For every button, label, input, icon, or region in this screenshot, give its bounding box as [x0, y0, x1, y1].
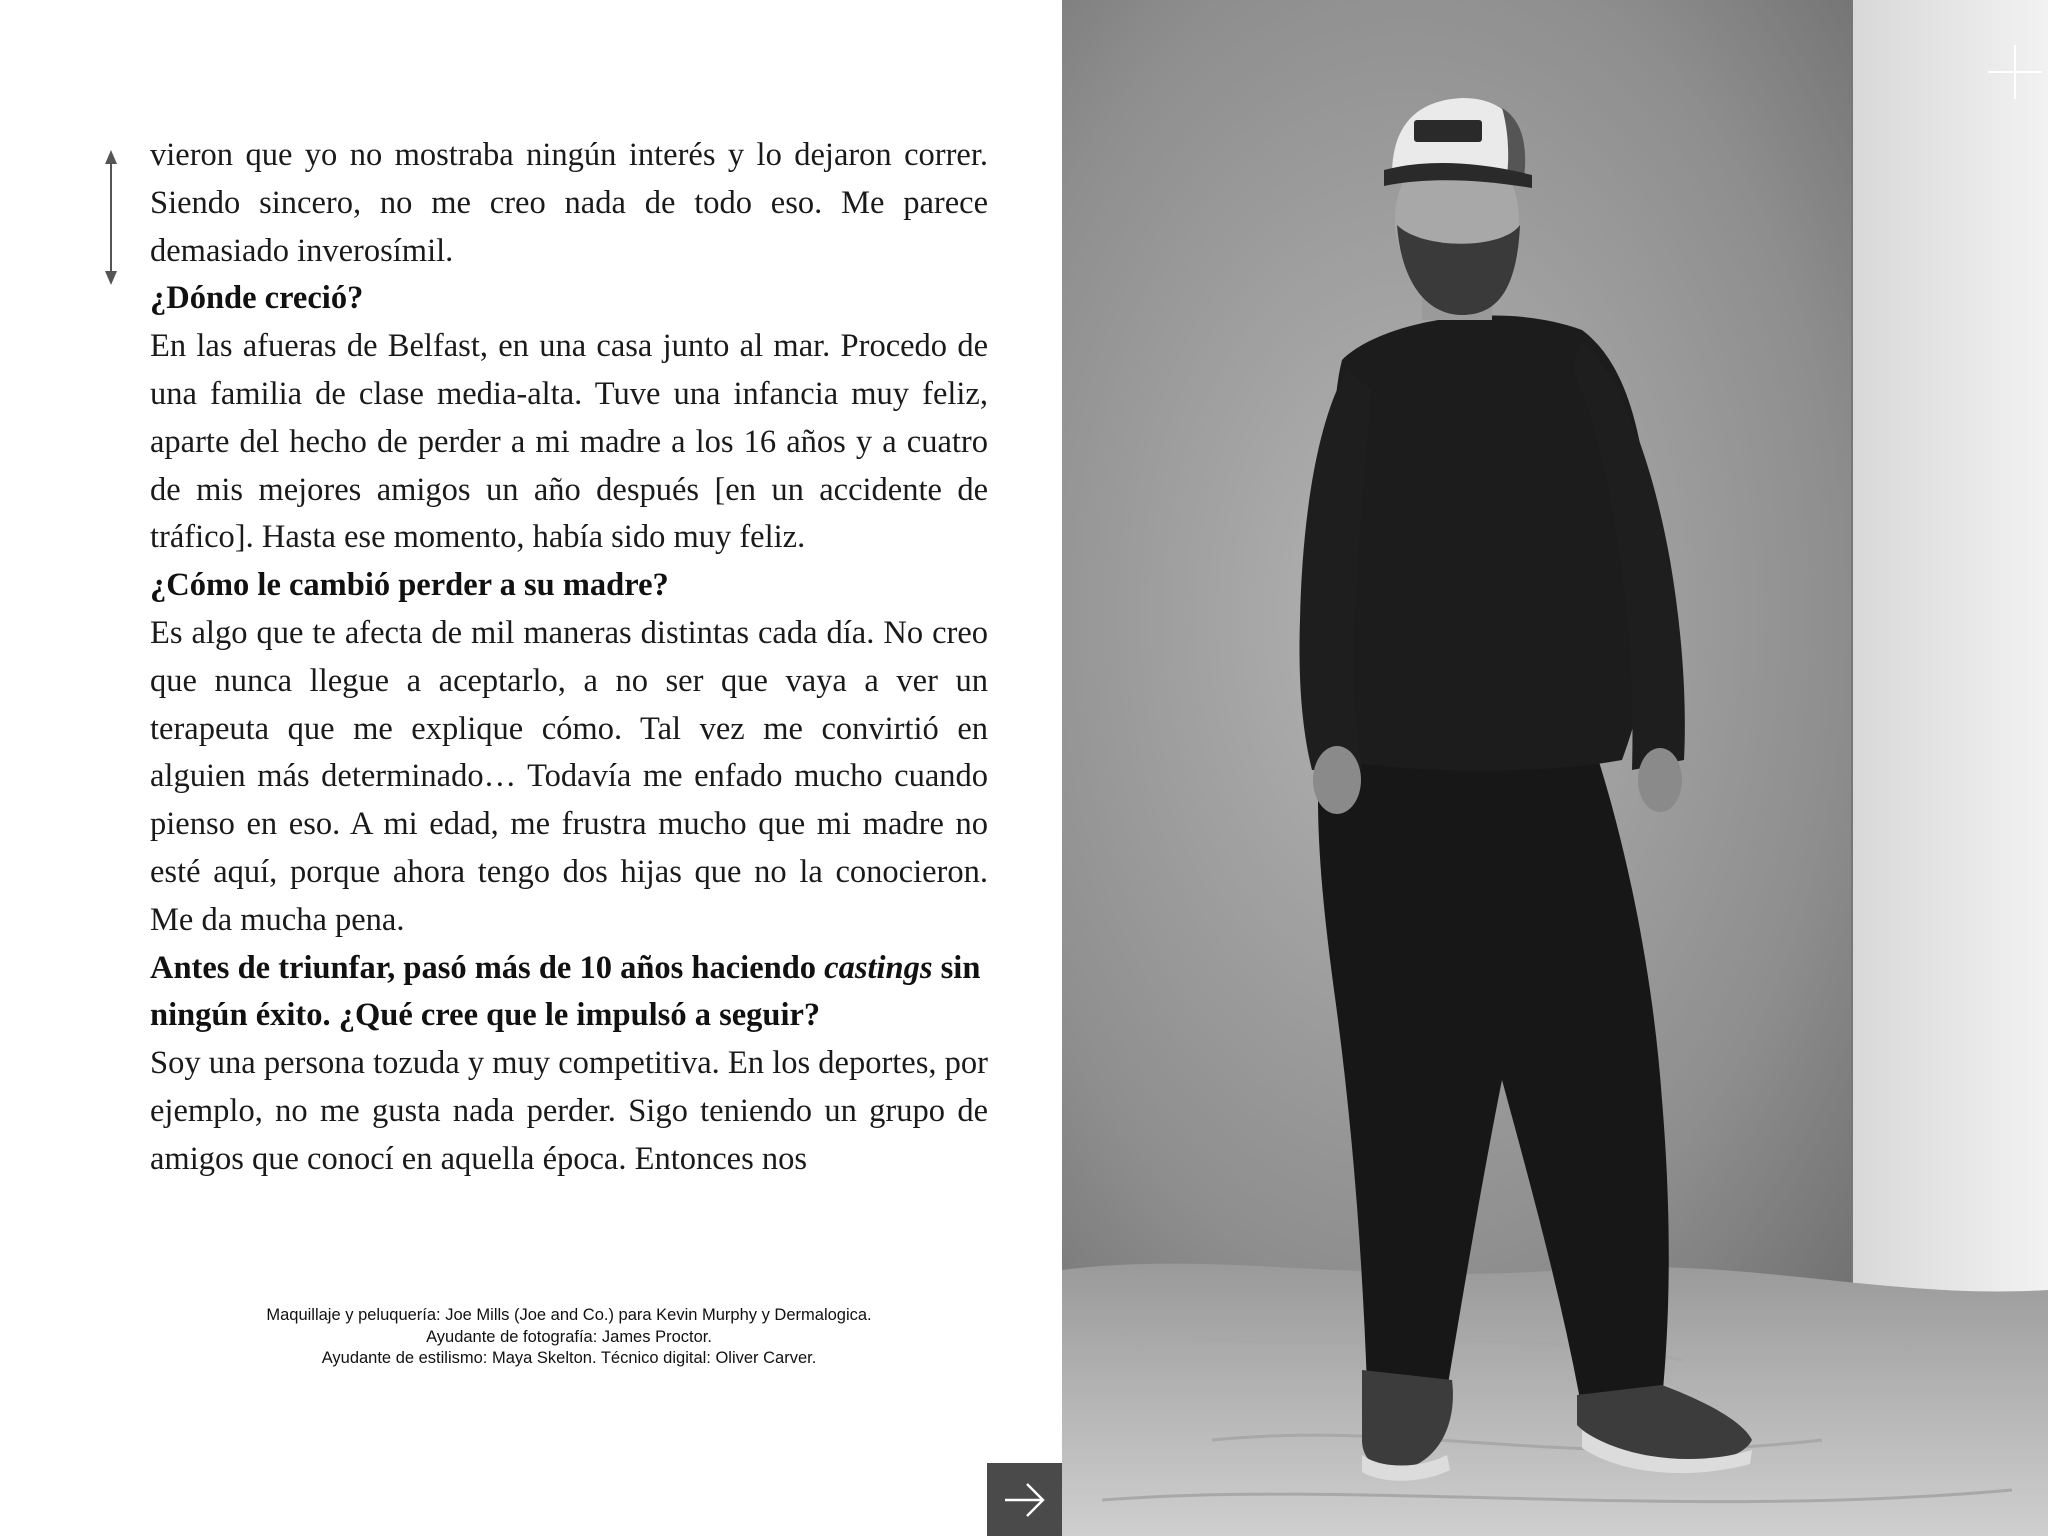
expand-button[interactable] — [1928, 0, 2048, 120]
question-text: Antes de triunfar, pasó más de 10 años haciendo — [150, 949, 825, 986]
question-heading — [150, 945, 988, 1041]
question-text: sin ningún éxito. ¿Qué cree que le impulsó a seguir? — [150, 949, 981, 1034]
paragraph: En las afueras de Belfast, en una casa junto al mar. Procedo de una familia de clase media-alta. Tuve una infancia muy feliz, aparte del hecho de perder a mi madre a los 16 años y a cuatro de mis mejores amigos un año después [en un accidente de tráfico]. Hasta ese momento, había sido muy feliz. — [150, 328, 988, 556]
paragraph: Soy una persona tozuda y muy competitiva. En los deportes, por ejemplo, no me gusta nada perder. Sigo teniendo un grupo de amigos que conocí en aquella época. Entonces nos — [150, 1045, 988, 1177]
next-page-button[interactable] — [987, 1463, 1062, 1536]
portrait-photo — [1062, 0, 2048, 1536]
photo-credits — [150, 1305, 988, 1370]
question-heading: ¿Dónde creció? — [150, 280, 364, 317]
credit-line: Ayudante de fotografía: James Proctor. — [426, 1327, 712, 1346]
paragraph: vieron que yo no mostraba ningún interés y lo dejaron correr. Siendo sincero, no me creo nada de todo eso. Me parece demasiado inverosímil. — [150, 137, 988, 269]
photo-page — [1062, 0, 2048, 1536]
article-body — [150, 132, 988, 1184]
credit-line: Maquillaje y peluquería: Joe Mills (Joe and Co.) para Kevin Murphy y Dermalogica. — [266, 1306, 872, 1324]
paragraph: Es algo que te afecta de mil maneras distintas cada día. No creo que nunca llegue a aceptarlo, a no ser que vaya a ver un terapeuta que me explique cómo. Tal vez me convirtió en alguien más determinado… Todavía me enfado mucho cuando pienso en eso. A mi edad, me frustra mucho que mi madre no esté aquí, porque ahora tengo dos hijas que no la conocieron. Me da mucha pena. — [150, 614, 988, 938]
arrow-right-icon — [1003, 1480, 1047, 1520]
credit-line: Ayudante de estilismo: Maya Skelton. Técnico digital: Oliver Carver. — [321, 1349, 817, 1367]
question-heading: ¿Cómo le cambió perder a su madre? — [150, 567, 669, 604]
scroll-indicator[interactable] — [100, 150, 122, 285]
studio-wall — [1852, 0, 2048, 1340]
question-emphasis: castings — [824, 949, 933, 986]
scroll-vertical-icon — [100, 150, 122, 285]
cap-logo — [1414, 120, 1482, 142]
plus-icon — [1928, 0, 2048, 120]
